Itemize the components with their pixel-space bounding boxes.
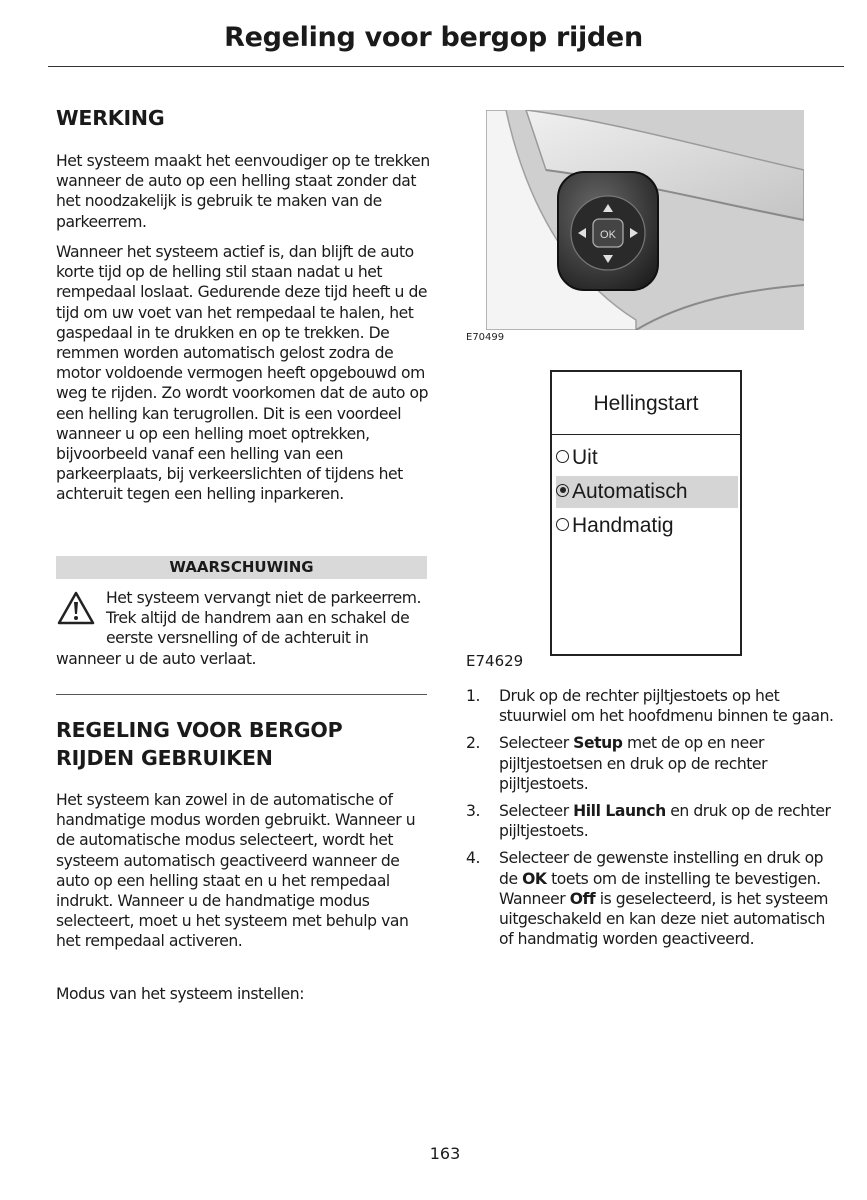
step-item bbox=[466, 733, 838, 794]
paragraph-modes: Het systeem kan zowel in de automatische of handmatige modus worden gebruikt. Wanneer u de automatische modus selecteert, wordt het systeem automatisch geactiveerd wanneer de auto op een helling staat en u het rempedaal indrukt. Wanneer u de handmatige modus selecteert, moet u het systeem met behulp van het rempedaal activeren. bbox=[56, 791, 416, 951]
step-term: Off bbox=[569, 889, 596, 908]
steering-wheel-illustration bbox=[486, 110, 804, 330]
step-text: met de op en neer pijltjestoetsen en druk op de rechter pijltjestoets. bbox=[499, 734, 768, 793]
step-number: 1. bbox=[466, 687, 480, 705]
paragraph-intro: Het systeem maakt het eenvoudiger op te trekken wanneer de auto op een helling staat zonder dat het noodzakelijk is gebruik te maken van de parkeerrem. bbox=[56, 152, 430, 231]
radio-selected-icon bbox=[556, 484, 569, 497]
section-heading-usage-line2: RIJDEN GEBRUIKEN bbox=[56, 746, 273, 770]
section-heading-usage bbox=[56, 716, 342, 772]
step-text: toets om de instelling te bevestigen. Wanneer bbox=[499, 869, 821, 908]
step-term: Hill Launch bbox=[573, 802, 666, 821]
warning-divider bbox=[56, 694, 427, 695]
option-label: Automatisch bbox=[572, 480, 688, 503]
step-term: OK bbox=[522, 869, 547, 888]
display-title: Hellingstart bbox=[593, 392, 699, 415]
step-text: Selecteer bbox=[499, 802, 574, 821]
ok-button-label: OK bbox=[600, 229, 616, 241]
step-item bbox=[466, 848, 838, 949]
title-divider bbox=[48, 66, 844, 67]
option-uit bbox=[556, 442, 738, 474]
step-text: is geselecteerd, is het systeem uitgeschakeld en kan deze niet automatisch of handmatig worden geactiveerd. bbox=[499, 889, 829, 949]
paragraph-operation: Wanneer het systeem actief is, dan blijft de auto korte tijd op de helling stil staan nadat u het rempedaal loslaat. Gedurende deze tijd heeft u de tijd om uw voet van het rempedaal te halen, het gaspedaal in te drukken en op te trekken. De remmen worden automatisch gelost zodra de motor voldoende vermogen heeft opgebouwd om weg te rijden. Zo wordt voorkomen dat de auto op een helling kan terugrollen. Dit is een voordeel wanneer u op een helling moet optrekken, bijvoorbeeld vanaf een helling van een parkeerplaats, bij verkeerslichten of tijdens het achteruit tegen een helling inparkeren. bbox=[56, 243, 429, 504]
paragraph-set-mode: Modus van het systeem instellen: bbox=[56, 985, 304, 1003]
warning-text-content: Het systeem vervangt niet de parkeerrem. Trek altijd de handrem aan en schakel de eerste versnelling of de achteruit in wanneer u de auto verlaat. bbox=[56, 589, 421, 668]
step-text: Selecteer de gewenste instelling en druk op de bbox=[499, 849, 824, 888]
step-item bbox=[466, 801, 838, 841]
section-heading-usage-line1: REGELING VOOR BERGOP bbox=[56, 718, 343, 742]
radio-unselected-icon bbox=[556, 518, 569, 531]
warning-heading: WAARSCHUWING bbox=[56, 556, 427, 579]
step-text: en druk op de rechter pijltjestoets. bbox=[499, 802, 831, 841]
step-item bbox=[466, 686, 838, 726]
page-title: Regeling voor bergop rijden bbox=[224, 22, 643, 53]
step-term: Setup bbox=[573, 734, 623, 753]
step-text: Selecteer bbox=[499, 734, 574, 753]
section-heading-werking: WERKING bbox=[56, 106, 165, 130]
hill-start-display bbox=[550, 370, 742, 656]
warning-text bbox=[56, 588, 430, 669]
warning-triangle-icon bbox=[56, 590, 96, 626]
step-text: Druk op de rechter pijltjestoets op het stuurwiel om het hoofdmenu binnen te gaan. bbox=[499, 687, 834, 726]
step-number: 4. bbox=[466, 849, 480, 868]
step-number: 3. bbox=[466, 802, 480, 821]
steps-list bbox=[466, 686, 838, 956]
option-automatisch bbox=[556, 476, 738, 508]
figure1-caption: E70499 bbox=[466, 332, 505, 343]
option-label: Handmatig bbox=[572, 514, 674, 537]
page-number: 163 bbox=[429, 1144, 461, 1163]
figure2-caption: E74629 bbox=[466, 652, 524, 670]
option-handmatig bbox=[556, 510, 738, 542]
option-label: Uit bbox=[572, 446, 598, 469]
radio-unselected-icon bbox=[556, 450, 569, 463]
step-number: 2. bbox=[466, 734, 480, 753]
display-divider bbox=[552, 434, 740, 435]
